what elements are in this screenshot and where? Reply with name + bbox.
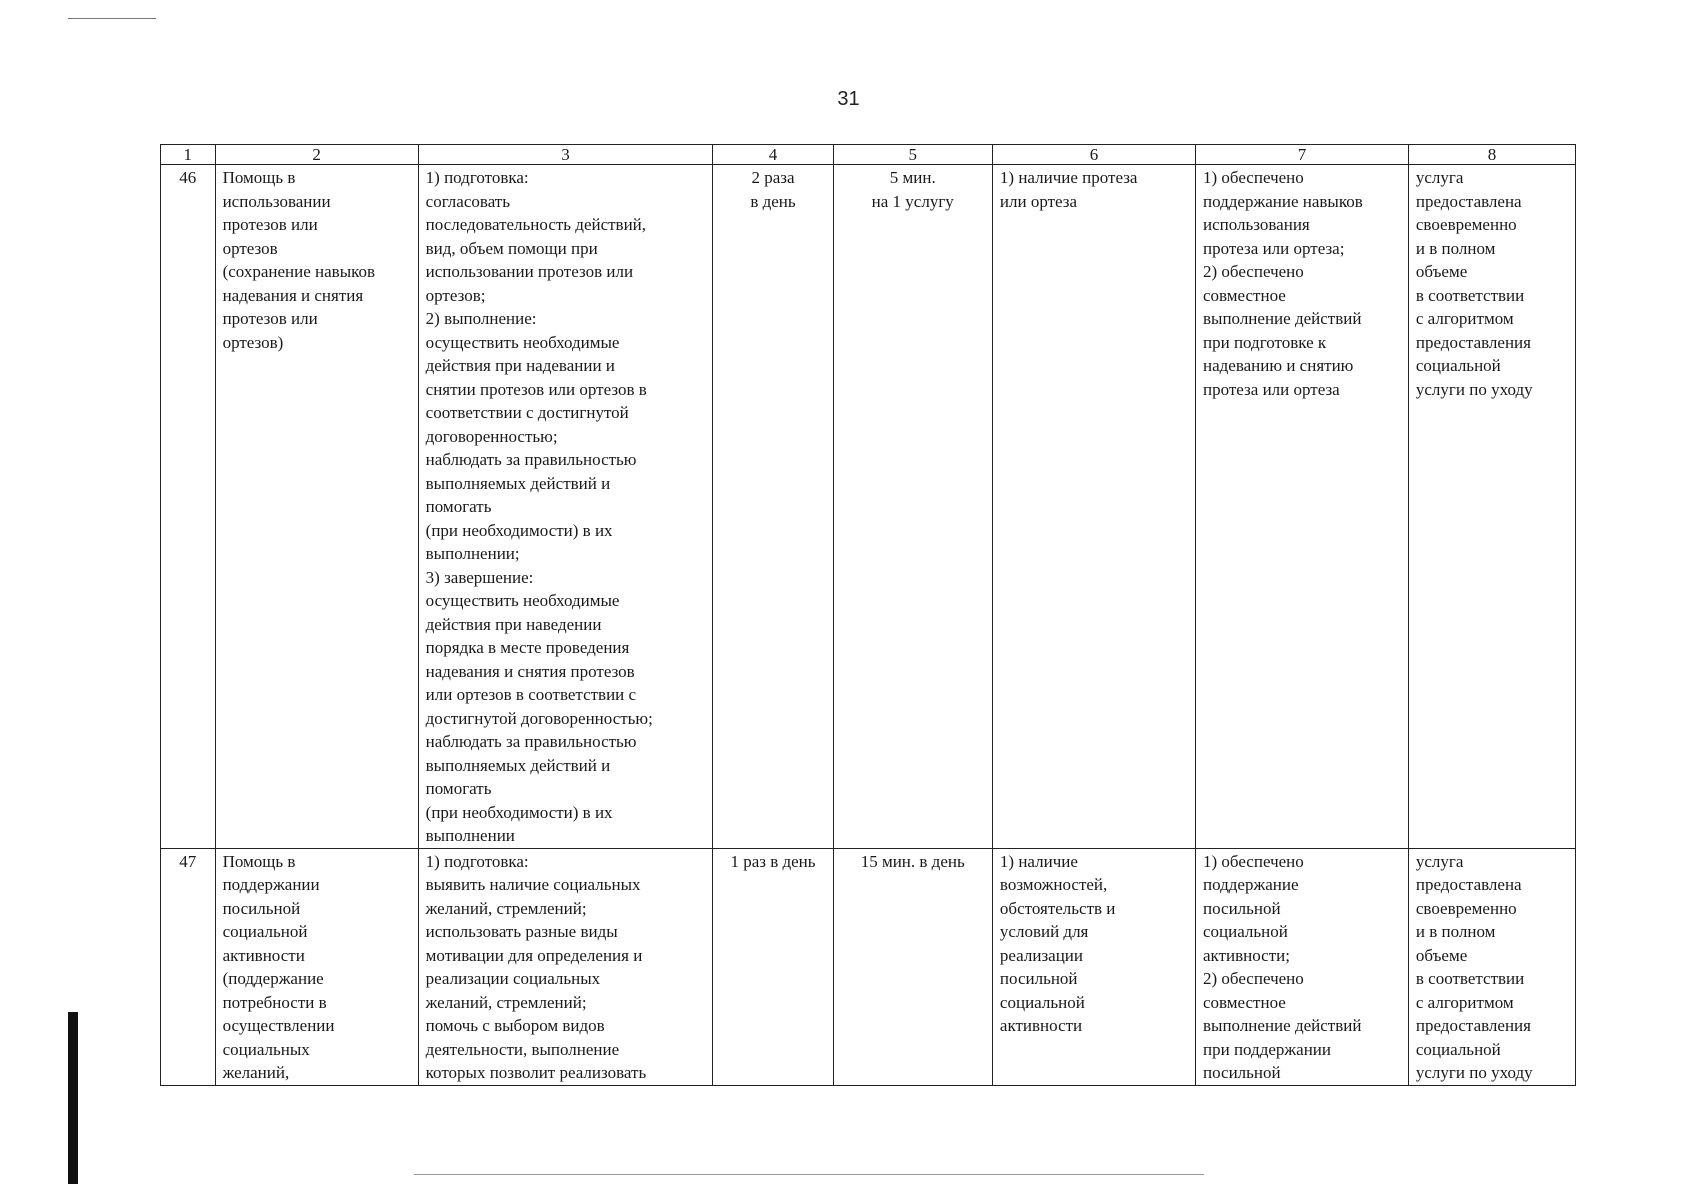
duration-cell: 5 мин. на 1 услугу (833, 165, 992, 849)
frequency-cell: 1 раз в день (713, 848, 833, 1085)
column-number: 7 (1196, 145, 1409, 165)
results-cell: 1) обеспечено поддержание навыков использования протеза или ортеза; 2) обеспечено совместное выполнение действий при подготовке к надеванию и снятию протеза или ортеза (1196, 165, 1409, 849)
quality-cell: услуга предоставлена своевременно и в полном объеме в соответствии с алгоритмом предоставления социальной услуги по уходу (1408, 165, 1575, 849)
column-number: 8 (1408, 145, 1575, 165)
row-number-cell: 46 (161, 165, 216, 849)
service-description-cell: 1) подготовка: выявить наличие социальных желаний, стремлений; использовать разные виды мотивации для определения и реализации социальных желаний, стремлений; помочь с выбором видов деятельности, выполнение которых позволит реализовать (418, 848, 713, 1085)
conditions-cell: 1) наличие протеза или ортеза (992, 165, 1195, 849)
conditions-cell: 1) наличие возможностей, обстоятельств и условий для реализации посильной социальной активности (992, 848, 1195, 1085)
service-description-cell: 1) подготовка: согласовать последовательность действий, вид, объем помощи при использовании протезов или ортезов; 2) выполнение: осуществить необходимые действия при надевании и снятии протезов или ортезов в соответствии с достигнутой договоренностью; наблюдать за правильностью выполняемых действий и помогать (при необходимости) в их выполнении; 3) завершение: осуществить необходимые действия при наведении порядка в месте проведения надевания и снятия протезов или ортезов в соответствии с достигнутой договоренностью; наблюдать за правильностью выполняемых действий и помогать (при необходимости) в их выполнении (418, 165, 713, 849)
column-number: 5 (833, 145, 992, 165)
scan-artifact-left-edge (68, 1012, 78, 1184)
table-row (161, 848, 1576, 1085)
column-number: 2 (215, 145, 418, 165)
service-name-cell: Помощь в поддержании посильной социальной активности (поддержание потребности в осуществлении социальных желаний, (215, 848, 418, 1085)
column-number: 6 (992, 145, 1195, 165)
service-name-cell: Помощь в использовании протезов или ортезов (сохранение навыков надевания и снятия протезов или ортезов) (215, 165, 418, 849)
column-number: 1 (161, 145, 216, 165)
column-number-row (161, 145, 1576, 165)
table-row (161, 165, 1576, 849)
column-number: 3 (418, 145, 713, 165)
page-number: 31 (837, 88, 860, 110)
services-table (160, 144, 1576, 1086)
quality-cell: услуга предоставлена своевременно и в полном объеме в соответствии с алгоритмом предоставления социальной услуги по уходу (1408, 848, 1575, 1085)
frequency-cell: 2 раза в день (713, 165, 833, 849)
duration-cell: 15 мин. в день (833, 848, 992, 1085)
scan-artifact-bottom-line (414, 1174, 1204, 1175)
results-cell: 1) обеспечено поддержание посильной социальной активности; 2) обеспечено совместное выполнение действий при поддержании посильной (1196, 848, 1409, 1085)
row-number-cell: 47 (161, 848, 216, 1085)
scan-artifact-top-line (68, 18, 156, 19)
services-table-container (160, 144, 1576, 1086)
column-number: 4 (713, 145, 833, 165)
